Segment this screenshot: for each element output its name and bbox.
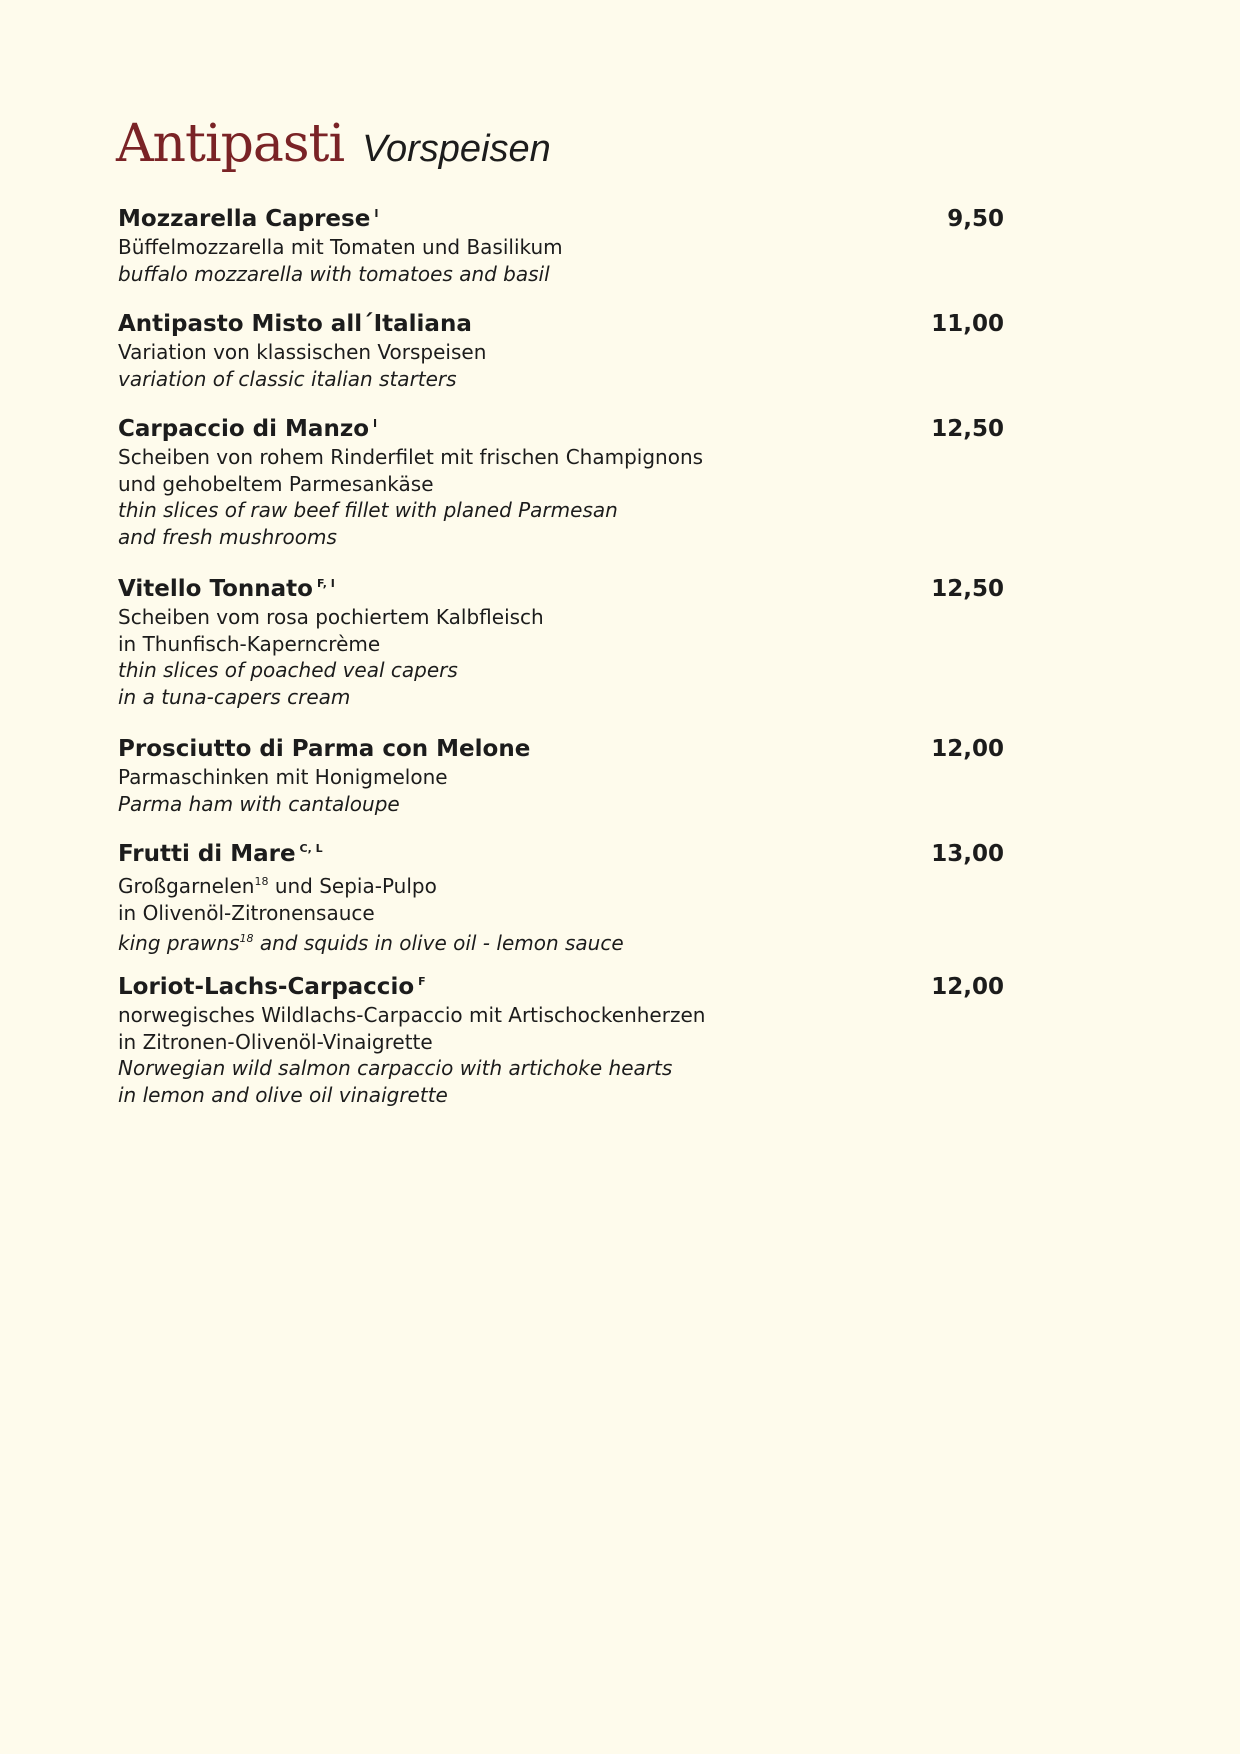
item-price: 12,00 [931, 736, 1004, 762]
description-german: in Olivenöl-Zitronensauce [118, 900, 375, 925]
footnote-marker: 18 [254, 875, 269, 888]
footnote-marker: 18 [239, 932, 254, 946]
description-german: in Zitronen-Olivenöl-Vinaigrette [118, 1029, 433, 1054]
description-german: Scheiben von rohem Rinderfilet mit frischen Champignons [118, 445, 704, 469]
item-price: 12,00 [931, 974, 1004, 1000]
description-text: Großgarnelen [118, 874, 255, 898]
menu-item-mozzarella-caprese [118, 204, 1004, 287]
allergen-codes: I [374, 207, 379, 220]
description-german: und gehobeltem Parmesankäse [118, 471, 434, 496]
menu-item-antipasto-misto [118, 309, 1004, 392]
item-price: 12,50 [931, 576, 1004, 602]
description-german: Büffelmozzarella mit Tomaten und Basilikum [118, 235, 563, 259]
description-german: Parmaschinken mit Honigmelone [118, 765, 448, 789]
description-english: thin slices of raw beef fillet with planed Parmesan [118, 498, 618, 523]
title-german: Vorspeisen [362, 128, 551, 170]
item-name: Prosciutto di Parma con Melone [118, 736, 531, 762]
description-english: in a tuna-capers cream [118, 685, 351, 710]
description-english: variation of classic italian starters [118, 366, 457, 391]
description-german: norwegisches Wildlachs-Carpaccio mit Artischockenherzen [118, 1003, 706, 1027]
item-price: 9,50 [947, 206, 1004, 232]
menu-item-frutti-di-mare [118, 839, 1004, 957]
item-name: Vitello Tonnato [118, 576, 313, 602]
item-price: 12,50 [931, 416, 1004, 442]
item-name: Carpaccio di Manzo [118, 416, 370, 442]
item-name: Frutti di Mare [118, 841, 296, 867]
description-german: in Thunfisch-Kaperncrème [118, 631, 381, 656]
description-german: Scheiben vom rosa pochiertem Kalbfleisch [118, 605, 544, 629]
menu-item-vitello-tonnato [118, 574, 1004, 711]
description-text: king prawns [118, 931, 240, 956]
allergen-codes: F, I [316, 577, 335, 590]
description-german: Variation von klassischen Vorspeisen [118, 340, 487, 364]
menu-item-carpaccio-di-manzo [118, 414, 1004, 551]
title-italian: Antipasti [116, 114, 345, 174]
menu-item-loriot-lachs-carpaccio [118, 972, 1004, 1109]
item-name: Antipasto Misto all´Italiana [118, 311, 472, 337]
page-title [116, 114, 551, 174]
description-german [118, 869, 1004, 900]
description-english: in lemon and olive oil vinaigrette [118, 1083, 448, 1108]
description-english: buffalo mozzarella with tomatoes and basil [118, 261, 550, 286]
description-english [118, 926, 1004, 957]
menu-item-prosciutto-melone [118, 734, 1004, 817]
item-price: 11,00 [931, 311, 1004, 337]
allergen-codes: F [418, 975, 426, 988]
description-english: and fresh mushrooms [118, 525, 337, 550]
description-english: Norwegian wild salmon carpaccio with artichoke hearts [118, 1056, 673, 1081]
description-text: und Sepia-Pulpo [268, 874, 437, 898]
allergen-codes: C, L [299, 842, 323, 855]
item-price: 13,00 [931, 841, 1004, 867]
allergen-codes: I [373, 417, 378, 430]
item-name: Loriot-Lachs-Carpaccio [118, 974, 415, 1000]
description-english: thin slices of poached veal capers [118, 658, 458, 683]
description-text: and squids in olive oil - lemon sauce [253, 931, 624, 956]
item-name: Mozzarella Caprese [118, 206, 371, 232]
description-english: Parma ham with cantaloupe [118, 791, 400, 816]
